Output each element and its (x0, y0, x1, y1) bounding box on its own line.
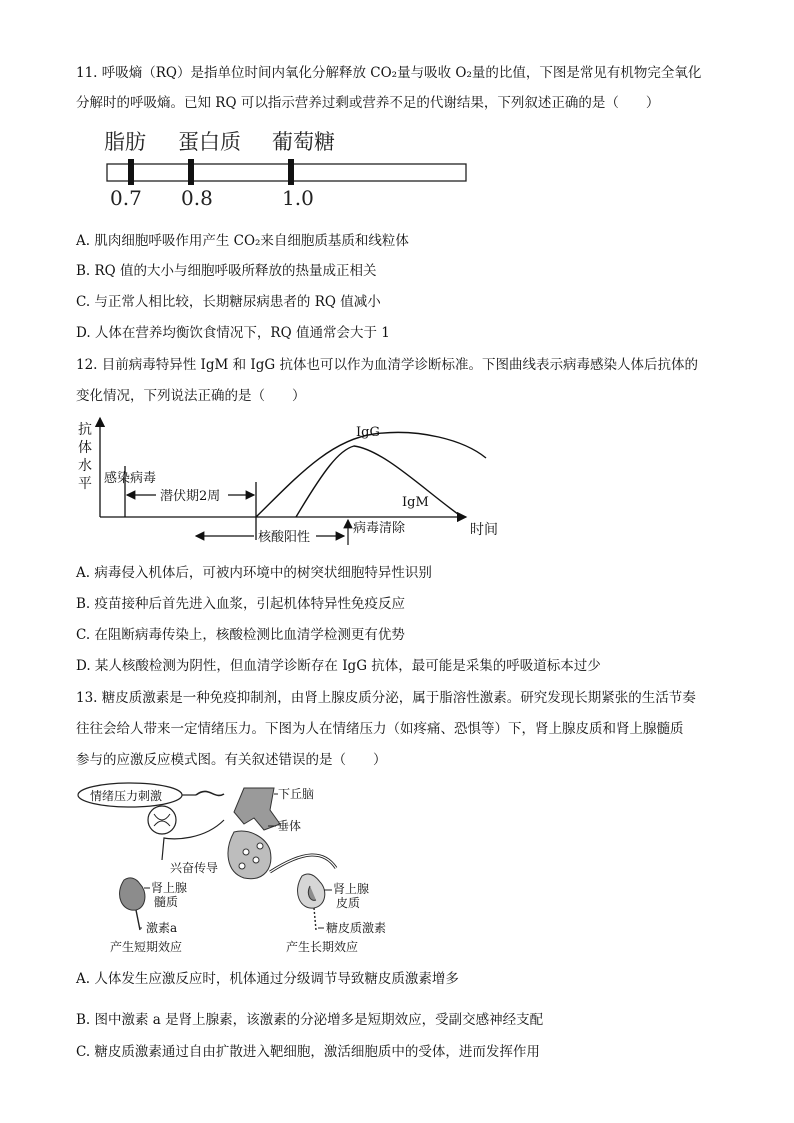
rq-label-glucose: 葡萄糖 (272, 130, 335, 154)
rq-marker-fat (128, 159, 134, 185)
q12-option-b[interactable]: B. 疫苗接种后首先进入血浆，引起机体特异性免疫反应 (76, 596, 406, 612)
nucleic-positive-label: 核酸阳性 (258, 530, 311, 545)
hypothalamus-label: 下丘脑 (278, 787, 315, 801)
rq-tick-fat: 0.7 (110, 186, 142, 210)
q13-option-b[interactable]: B. 图中激素 a 是肾上腺素，该激素的分泌增多是短期效应，受副交感神经支配 (76, 1012, 544, 1028)
igm-label: IgM (402, 495, 429, 510)
hormone-a-label: 激素a (146, 921, 178, 935)
rq-marker-glucose (288, 159, 294, 185)
hypothalamus-shape (234, 788, 280, 830)
q13-stem-line1: 13. 糖皮质激素是一种免疫抑制剂，由肾上腺皮质分泌，属于脂溶性激素。研究发现长期紧张的生活节奏 (76, 690, 696, 706)
x-axis-label: 时间 (470, 522, 498, 538)
y-axis-label-1: 抗 (78, 422, 92, 438)
adrenal-medulla-shape (120, 878, 145, 910)
rq-scale-bar (107, 164, 466, 181)
rq-tick-glucose: 1.0 (282, 186, 314, 210)
q13-stem-line3: 参与的应激反应模式图。有关叙述错误的是（ ） (76, 752, 387, 768)
y-axis-label-3: 水 (78, 458, 92, 474)
long-effect-label: 产生长期效应 (286, 940, 359, 954)
rq-scale-figure (100, 122, 480, 214)
stress-response-figure (74, 780, 434, 960)
q13-stem-line2: 往往会给人带来一定情绪压力。下图为人在情绪压力（如疼痛、恐惧等）下，肾上腺皮质和肾上腺髓质 (76, 721, 684, 737)
medulla-label-2: 髓质 (154, 895, 179, 909)
q11-option-c[interactable]: C. 与正常人相比较，长期糖尿病患者的 RQ 值减小 (76, 294, 381, 310)
portal-vessel (270, 855, 336, 872)
virus-cleared-label: 病毒清除 (353, 521, 406, 536)
rq-tick-protein: 0.8 (181, 186, 213, 210)
infection-label: 感染病毒 (104, 471, 157, 486)
conduction-label: 兴奋传导 (170, 861, 219, 875)
q11-option-a[interactable]: A. 肌肉细胞呼吸作用产生 CO₂来自细胞质基质和线粒体 (76, 233, 409, 249)
q13-option-c[interactable]: C. 糖皮质激素通过自由扩散进入靶细胞，激活细胞质中的受体，进而发挥作用 (76, 1044, 540, 1060)
antibody-curve-figure (74, 410, 504, 558)
y-axis-label-2: 体 (78, 440, 92, 456)
igg-label: IgG (356, 425, 380, 440)
pituitary-label: 垂体 (277, 819, 302, 833)
q11-stem-line2: 分解时的呼吸熵。已知 RQ 可以指示营养过剩或营养不足的代谢结果，下列叙述正确的是（ ） (76, 95, 660, 111)
stimulus-label: 情绪压力刺激 (90, 789, 163, 803)
y-axis-label-4: 平 (78, 476, 92, 492)
pituitary-shape (228, 831, 271, 879)
igg-curve (256, 432, 486, 517)
q12-option-c[interactable]: C. 在阻断病毒传染上，核酸检测比血清学检测更有优势 (76, 627, 405, 643)
cortex-label-2: 皮质 (336, 896, 361, 910)
short-effect-label: 产生短期效应 (110, 940, 183, 954)
q12-option-a[interactable]: A. 病毒侵入机体后，可被内环境中的树突状细胞特异性识别 (76, 565, 432, 581)
glucocorticoid-label: 糖皮质激素 (326, 921, 387, 935)
latent-label: 潜伏期2周 (160, 489, 221, 504)
rq-label-fat: 脂肪 (104, 130, 146, 154)
rq-label-protein: 蛋白质 (178, 130, 241, 154)
rq-marker-protein (188, 159, 194, 185)
q13-option-a[interactable]: A. 人体发生应激反应时，机体通过分级调节导致糖皮质激素增多 (76, 971, 459, 987)
q11-option-b[interactable]: B. RQ 值的大小与细胞呼吸所释放的热量成正相关 (76, 263, 377, 279)
cortex-label-1: 肾上腺 (333, 882, 370, 896)
q11-option-d[interactable]: D. 人体在营养均衡饮食情况下，RQ 值通常会大于 1 (76, 325, 390, 341)
q12-stem-line2: 变化情况，下列说法正确的是（ ） (76, 388, 306, 404)
neuron-axon (196, 791, 224, 795)
q12-stem-line1: 12. 目前病毒特异性 IgM 和 IgG 抗体也可以作为血清学诊断标准。下图曲线表示病毒感染人体后抗体的 (76, 357, 698, 373)
medulla-label-1: 肾上腺 (151, 881, 188, 895)
q12-option-d[interactable]: D. 某人核酸检测为阴性，但血清学诊断存在 IgG 抗体，最可能是采集的呼吸道标本过少 (76, 658, 601, 674)
q11-stem-line1: 11. 呼吸熵（RQ）是指单位时间内氧化分解释放 CO₂量与吸收 O₂量的比值，下图是常见有机物完全氧化 (76, 65, 702, 81)
